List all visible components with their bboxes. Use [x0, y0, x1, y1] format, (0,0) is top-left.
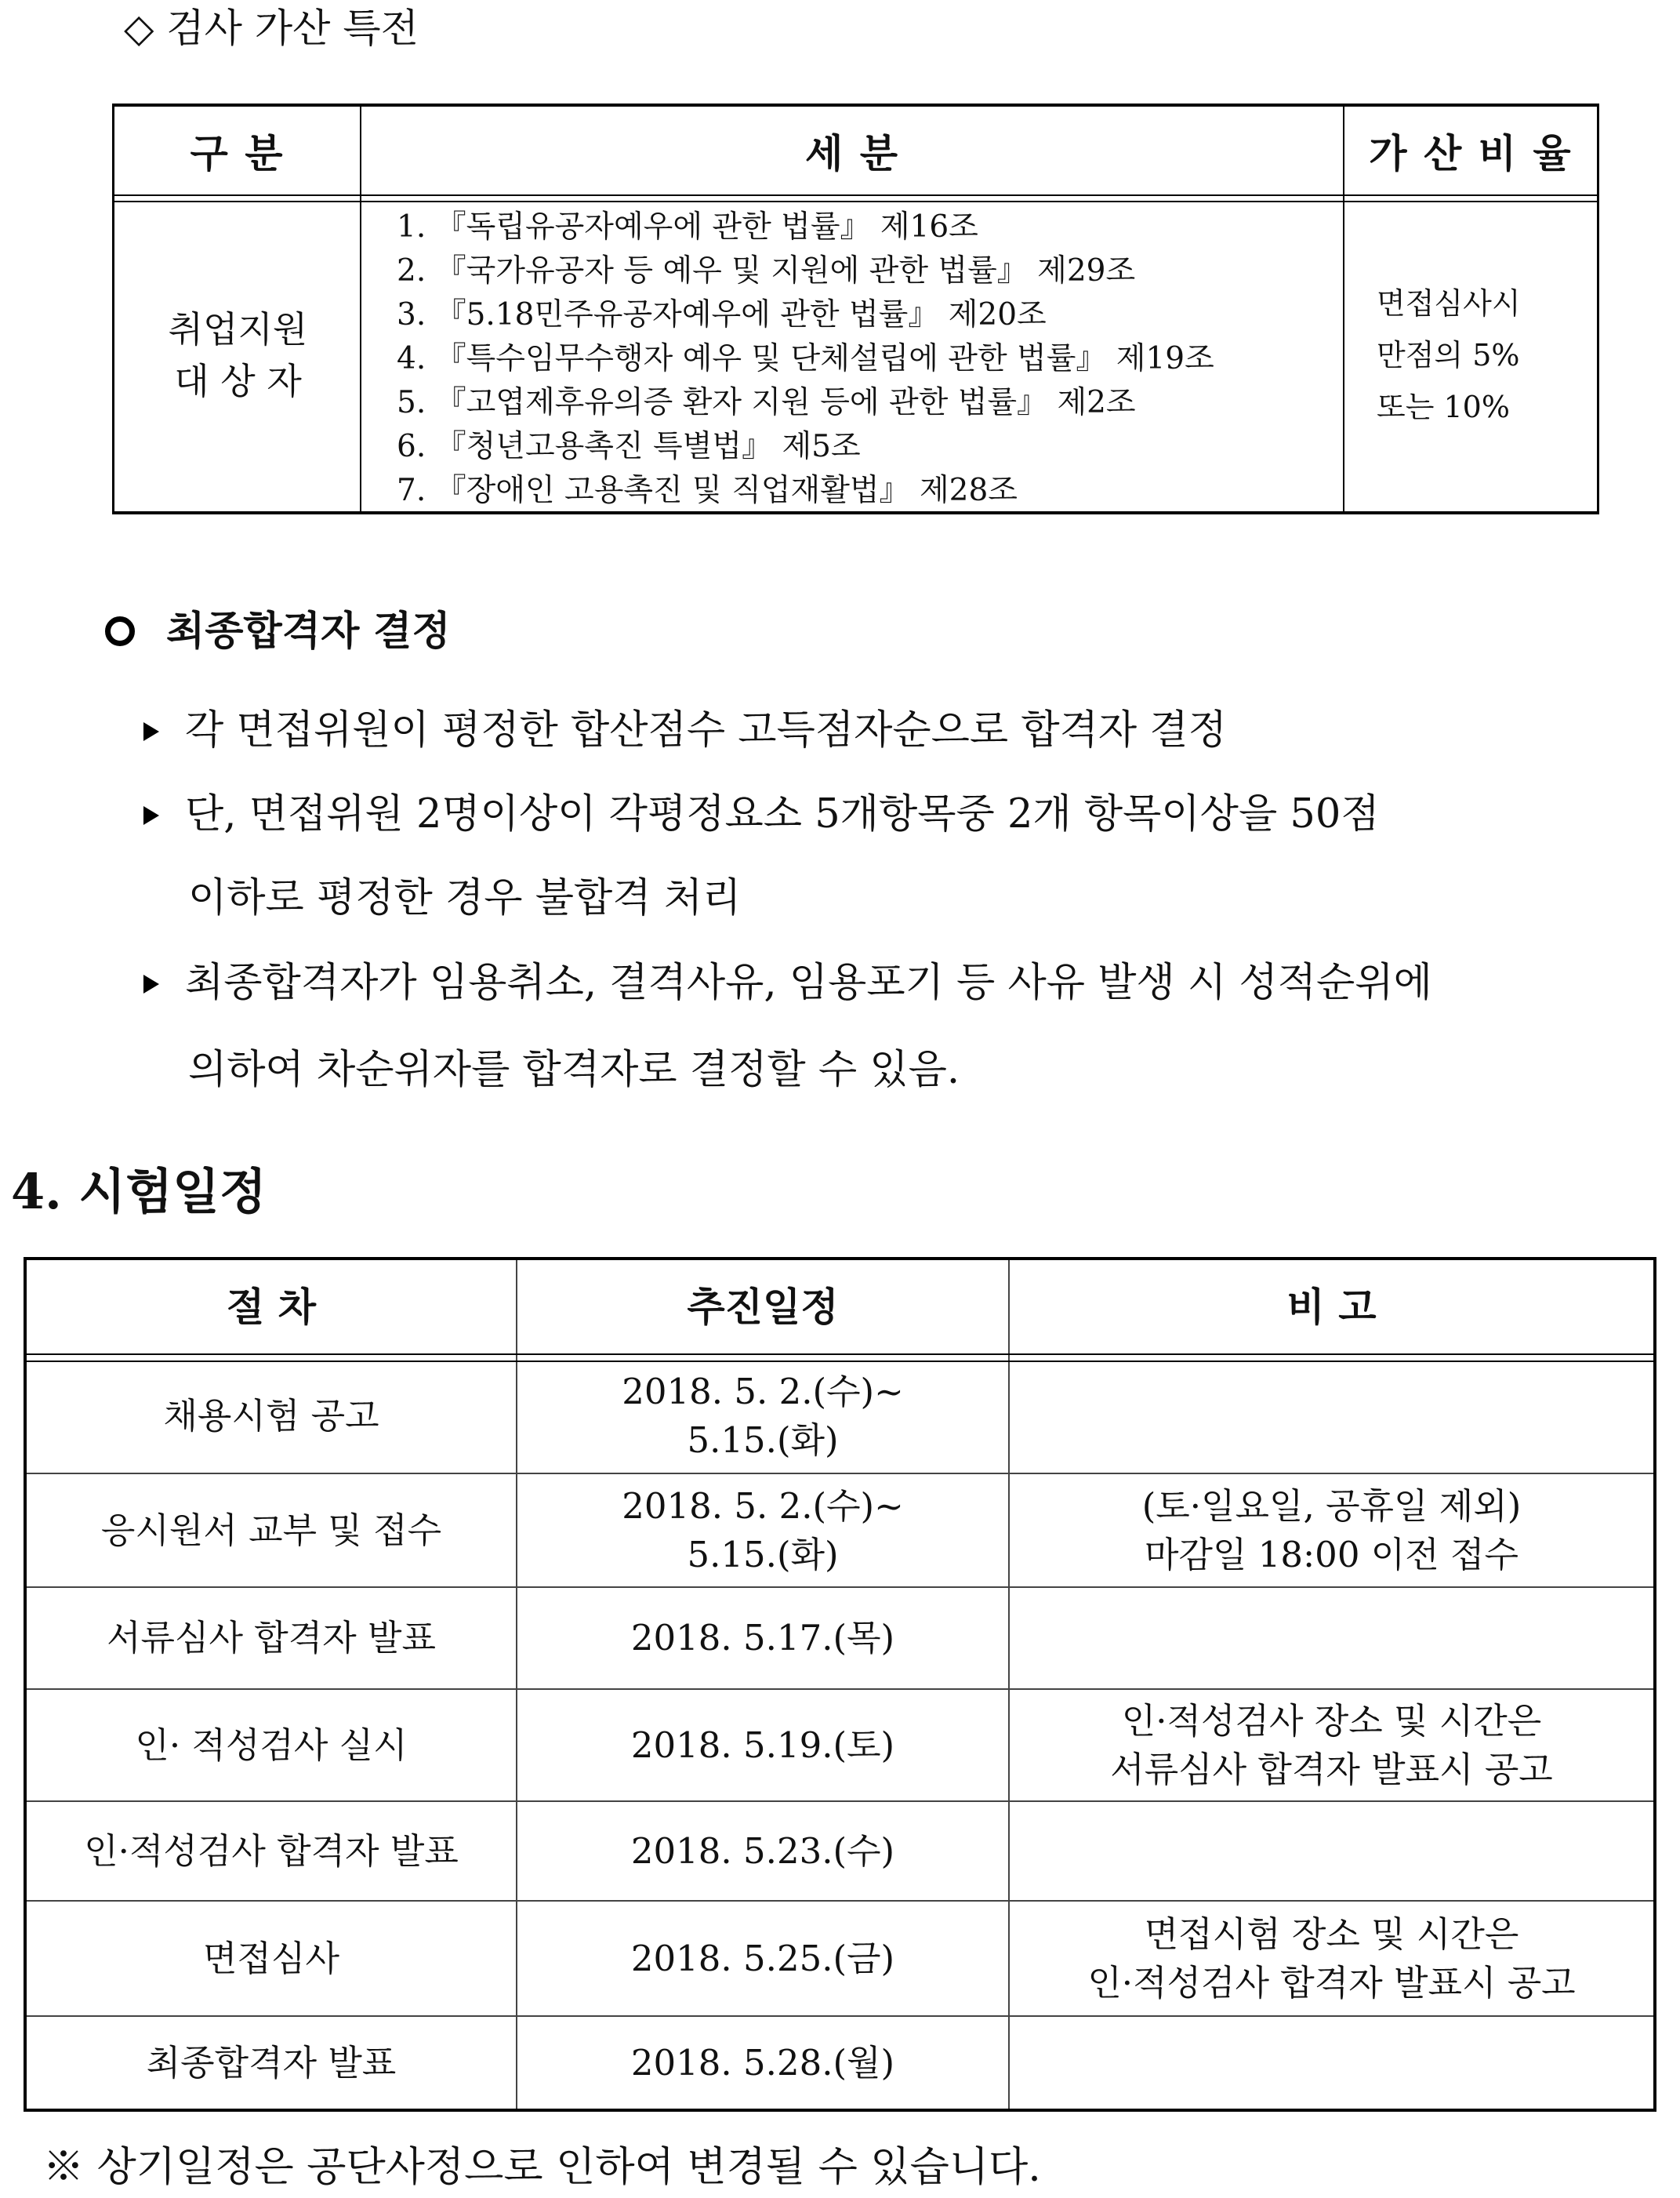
- row-step: 인· 적성검사 실시: [135, 1724, 408, 1766]
- bullet-text: 각 면접위원이 평정한 합산점수 고득점자순으로 합격자 결정: [185, 707, 1227, 754]
- header-date: 추진일정: [687, 1283, 839, 1330]
- triangle-bullet-icon: [143, 806, 159, 825]
- row-step: 서류심사 합격자 발표: [107, 1617, 436, 1658]
- row-date: 2018. 5.19.(토): [630, 1724, 895, 1766]
- date-line: 2018. 5. 2.(수)~: [622, 1484, 904, 1527]
- bullet-text-continued: 이하로 평정한 경우 불합격 처리: [188, 875, 742, 921]
- row-step: 최종합격자 발표: [146, 2041, 397, 2084]
- triangle-bullet-icon: [143, 722, 159, 741]
- row-note: [1010, 1690, 1653, 1800]
- category-line: 대 상 자: [174, 360, 302, 402]
- rate-line: 면접심사시: [1377, 286, 1521, 321]
- category-cell: [114, 199, 361, 511]
- bullet-text: 최종합격자가 임용취소, 결격사유, 임용포기 등 사유 발생 시 성적순위에: [185, 960, 1432, 1006]
- row-step: 인·적성검사 합격자 발표: [84, 1829, 459, 1872]
- row-step: 응시원서 교부 및 접수: [100, 1509, 442, 1551]
- note-line: 서류심사 합격자 발표시 공고: [1110, 1748, 1553, 1790]
- date-line: 5.15.(화): [687, 1419, 839, 1461]
- list-item: 7. 『장애인 고용촉진 및 직업재활법』 제28조: [397, 473, 1018, 508]
- rate-cell: [1377, 278, 1521, 433]
- header-rate: 가 산 비 율: [1369, 130, 1573, 176]
- note-line: 면접시험 장소 및 시간은: [1144, 1913, 1519, 1955]
- note-line: (토·일요일, 공휴일 제외): [1141, 1484, 1522, 1527]
- rate-line: 만점의 5%: [1377, 338, 1520, 372]
- row-date: 2018. 5.17.(목): [630, 1617, 895, 1658]
- rate-line: 또는 10%: [1377, 390, 1510, 424]
- bonus-table: [112, 104, 1599, 514]
- schedule-title: 4. 시험일정: [11, 1163, 267, 1220]
- date-line: 2018. 5. 2.(수)~: [622, 1370, 904, 1412]
- row-note: [1010, 1902, 1653, 2015]
- bullet-text-continued: 의하여 차순위자를 합격자로 결정할 수 있음.: [188, 1047, 960, 1093]
- list-item: 1. 『독립유공자예우에 관한 법률』 제16조: [397, 209, 978, 245]
- schedule-table: [24, 1257, 1656, 2112]
- note-line: 인·적성검사 합격자 발표시 공고: [1087, 1961, 1576, 2004]
- schedule-footnote: ※ 상기일정은 공단사정으로 인하여 변경될 수 있습니다.: [43, 2144, 1041, 2191]
- note-line: 마감일 18:00 이전 접수: [1145, 1533, 1519, 1575]
- header-category: 구 분: [190, 130, 285, 176]
- row-step: 면접심사: [203, 1937, 339, 1979]
- row-note: [1010, 1474, 1653, 1586]
- list-item: 3. 『5.18민주유공자예우에 관한 법률』 제20조: [397, 297, 1047, 332]
- bullet-text: 단, 면접위원 2명이상이 각평정요소 5개항목중 2개 항목이상을 50점: [185, 791, 1380, 837]
- list-item: 2. 『국가유공자 등 예우 및 지원에 관한 법률』 제29조: [397, 253, 1136, 289]
- list-item: 4. 『특수임무수행자 예우 및 단체설립에 관한 법률』 제19조: [397, 341, 1214, 376]
- row-date: [517, 1474, 1008, 1586]
- list-item: 5. 『고엽제후유의증 환자 지원 등에 관한 법률』 제2조: [397, 385, 1136, 420]
- header-step: 절 차: [226, 1283, 316, 1330]
- law-list: [397, 205, 1214, 513]
- category-line: 취업지원: [168, 308, 308, 351]
- row-date: 2018. 5.23.(수): [630, 1829, 895, 1872]
- header-note: 비 고: [1286, 1283, 1377, 1330]
- date-line: 5.15.(화): [687, 1533, 839, 1575]
- row-date: 2018. 5.25.(금): [630, 1937, 895, 1979]
- triangle-bullet-icon: [143, 975, 159, 994]
- section-header: ◇ 검사 가산 특전: [124, 5, 419, 51]
- list-item: 6. 『청년고용촉진 특별법』 제5조: [397, 429, 861, 464]
- final-decision-heading: 최종합격자 결정: [166, 608, 451, 655]
- row-date: [517, 1359, 1008, 1473]
- header-detail: 세 분: [804, 130, 899, 176]
- row-step: 채용시험 공고: [163, 1394, 379, 1437]
- circle-bullet-icon: [105, 616, 135, 646]
- note-line: 인·적성검사 장소 및 시간은: [1121, 1699, 1542, 1742]
- row-date: 2018. 5.28.(월): [630, 2041, 895, 2084]
